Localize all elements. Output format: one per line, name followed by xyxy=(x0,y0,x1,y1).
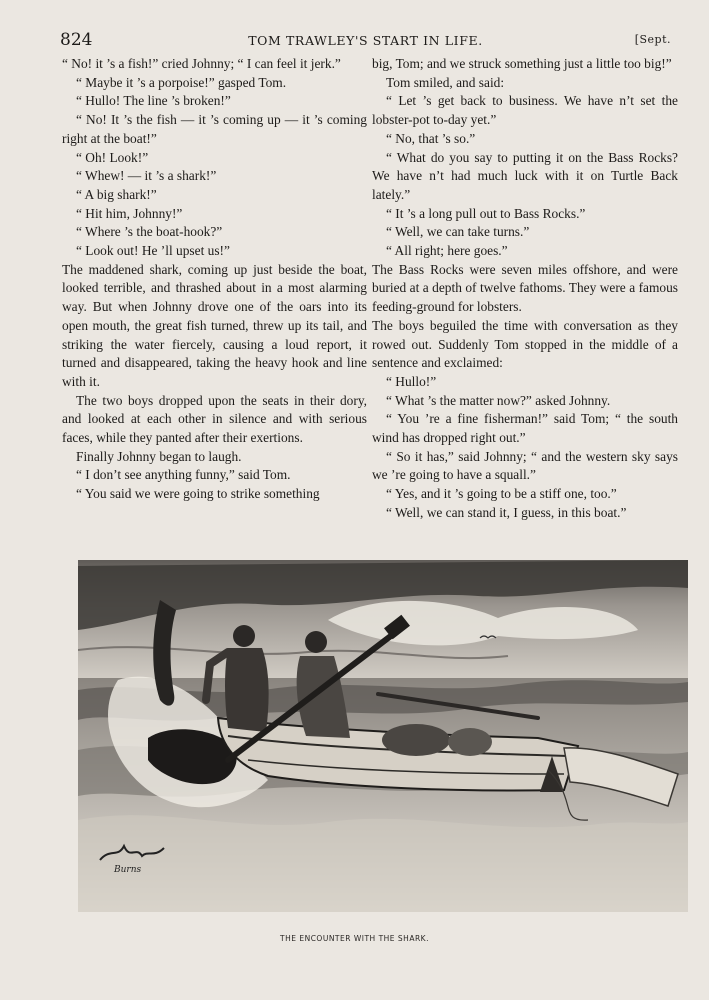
paragraph: “ Well, we can stand it, I guess, in this boat.” xyxy=(386,504,627,520)
shark-illustration xyxy=(78,560,688,912)
paragraph: “ You said we were going to strike something xyxy=(76,486,320,502)
running-title: TOM TRAWLEY'S START IN LIFE. xyxy=(248,33,483,48)
boy-johnny-head xyxy=(305,631,327,653)
paragraph: “ Look out! He ’ll upset us!” xyxy=(76,243,230,259)
paragraph: “ What do you say to putting it on the Bass Rocks? We have n’t had much luck with it on Turtle Back lately.” xyxy=(372,149,678,202)
paragraph: Tom smiled, and said: xyxy=(386,74,505,90)
paragraph: “ It ’s a long pull out to Bass Rocks.” xyxy=(386,205,586,221)
paragraph: big, Tom; and we struck something just a little too big!” xyxy=(372,56,672,71)
running-header xyxy=(60,30,671,52)
paragraph: “ No, that ’s so.” xyxy=(386,130,476,146)
paragraph: “ So it has,” said Johnny; “ and the western sky says we ’re going to have a squall.” xyxy=(372,448,678,483)
paragraph: “ What ’s the matter now?” asked Johnny. xyxy=(386,392,611,408)
paragraph: “ All right; here goes.” xyxy=(386,243,508,259)
paragraph: “ A big shark!” xyxy=(76,186,157,202)
illustration-caption: THE ENCOUNTER WITH THE SHARK. xyxy=(280,934,429,943)
paragraph: “ No! it ’s a fish!” cried Johnny; “ I can feel it jerk.” xyxy=(62,56,341,71)
paragraph: Finally Johnny began to laugh. xyxy=(76,448,242,464)
boy-tom-head xyxy=(233,625,255,647)
boy-tom-body xyxy=(225,648,269,732)
paragraph: “ You ’re a fine fisherman!” said Tom; “ the south wind has dropped right out.” xyxy=(372,411,678,446)
right-text-column xyxy=(372,55,678,523)
paragraph: The maddened shark, coming up just beside the boat, looked terrible, and thrashed about in a most alarming way. But when Johnny drove one of the oars into its open mouth, the great fish turned, threw up its tail, and striking the water fiercely, causing a loud report, it turned and disappeared, taking the heavy hook and line with it. xyxy=(62,261,367,389)
paragraph: The boys beguiled the time with conversation as they rowed out. Suddenly Tom stopped in the middle of a sentence and exclaimed: xyxy=(372,317,678,371)
illustration-drawing xyxy=(78,560,688,912)
paragraph: “ I don’t see anything funny,” said Tom. xyxy=(76,467,291,483)
artist-signature-text: Burns xyxy=(114,865,142,875)
paragraph: The two boys dropped upon the seats in their dory, and looked at each other in silence and with serious faces, while they panted after their exertions. xyxy=(62,392,367,446)
paragraph: “ Hullo! The line ’s broken!” xyxy=(76,93,231,109)
paragraph: “ Well, we can take turns.” xyxy=(386,224,530,240)
paragraph: “ No! It ’s the fish — it ’s coming up — it ’s coming right at the boat!” xyxy=(62,112,367,146)
barrel xyxy=(382,724,450,756)
paragraph: “ Where ’s the boat-hook?” xyxy=(76,224,223,240)
paragraph: “ Oh! Look!” xyxy=(76,149,149,165)
paragraph: “ Let ’s get back to business. We have n’t set the lobster-pot to-day yet.” xyxy=(372,93,678,128)
paragraph: “ Hit him, Johnny!” xyxy=(76,205,183,221)
issue-month: [Sept. xyxy=(634,33,671,46)
paragraph: “ Whew! — it ’s a shark!” xyxy=(76,168,217,184)
page-number: 824 xyxy=(60,30,93,50)
paragraph: “ Maybe it ’s a porpoise!” gasped Tom. xyxy=(76,74,287,90)
left-text-column xyxy=(62,55,367,504)
paragraph: “ Hullo!” xyxy=(386,373,437,389)
paragraph: The Bass Rocks were seven miles offshore, and were buried at a depth of twelve fathoms. They were a famous feeding-ground for lobsters. xyxy=(372,261,678,315)
paragraph: “ Yes, and it ’s going to be a stiff one, too.” xyxy=(386,486,617,502)
